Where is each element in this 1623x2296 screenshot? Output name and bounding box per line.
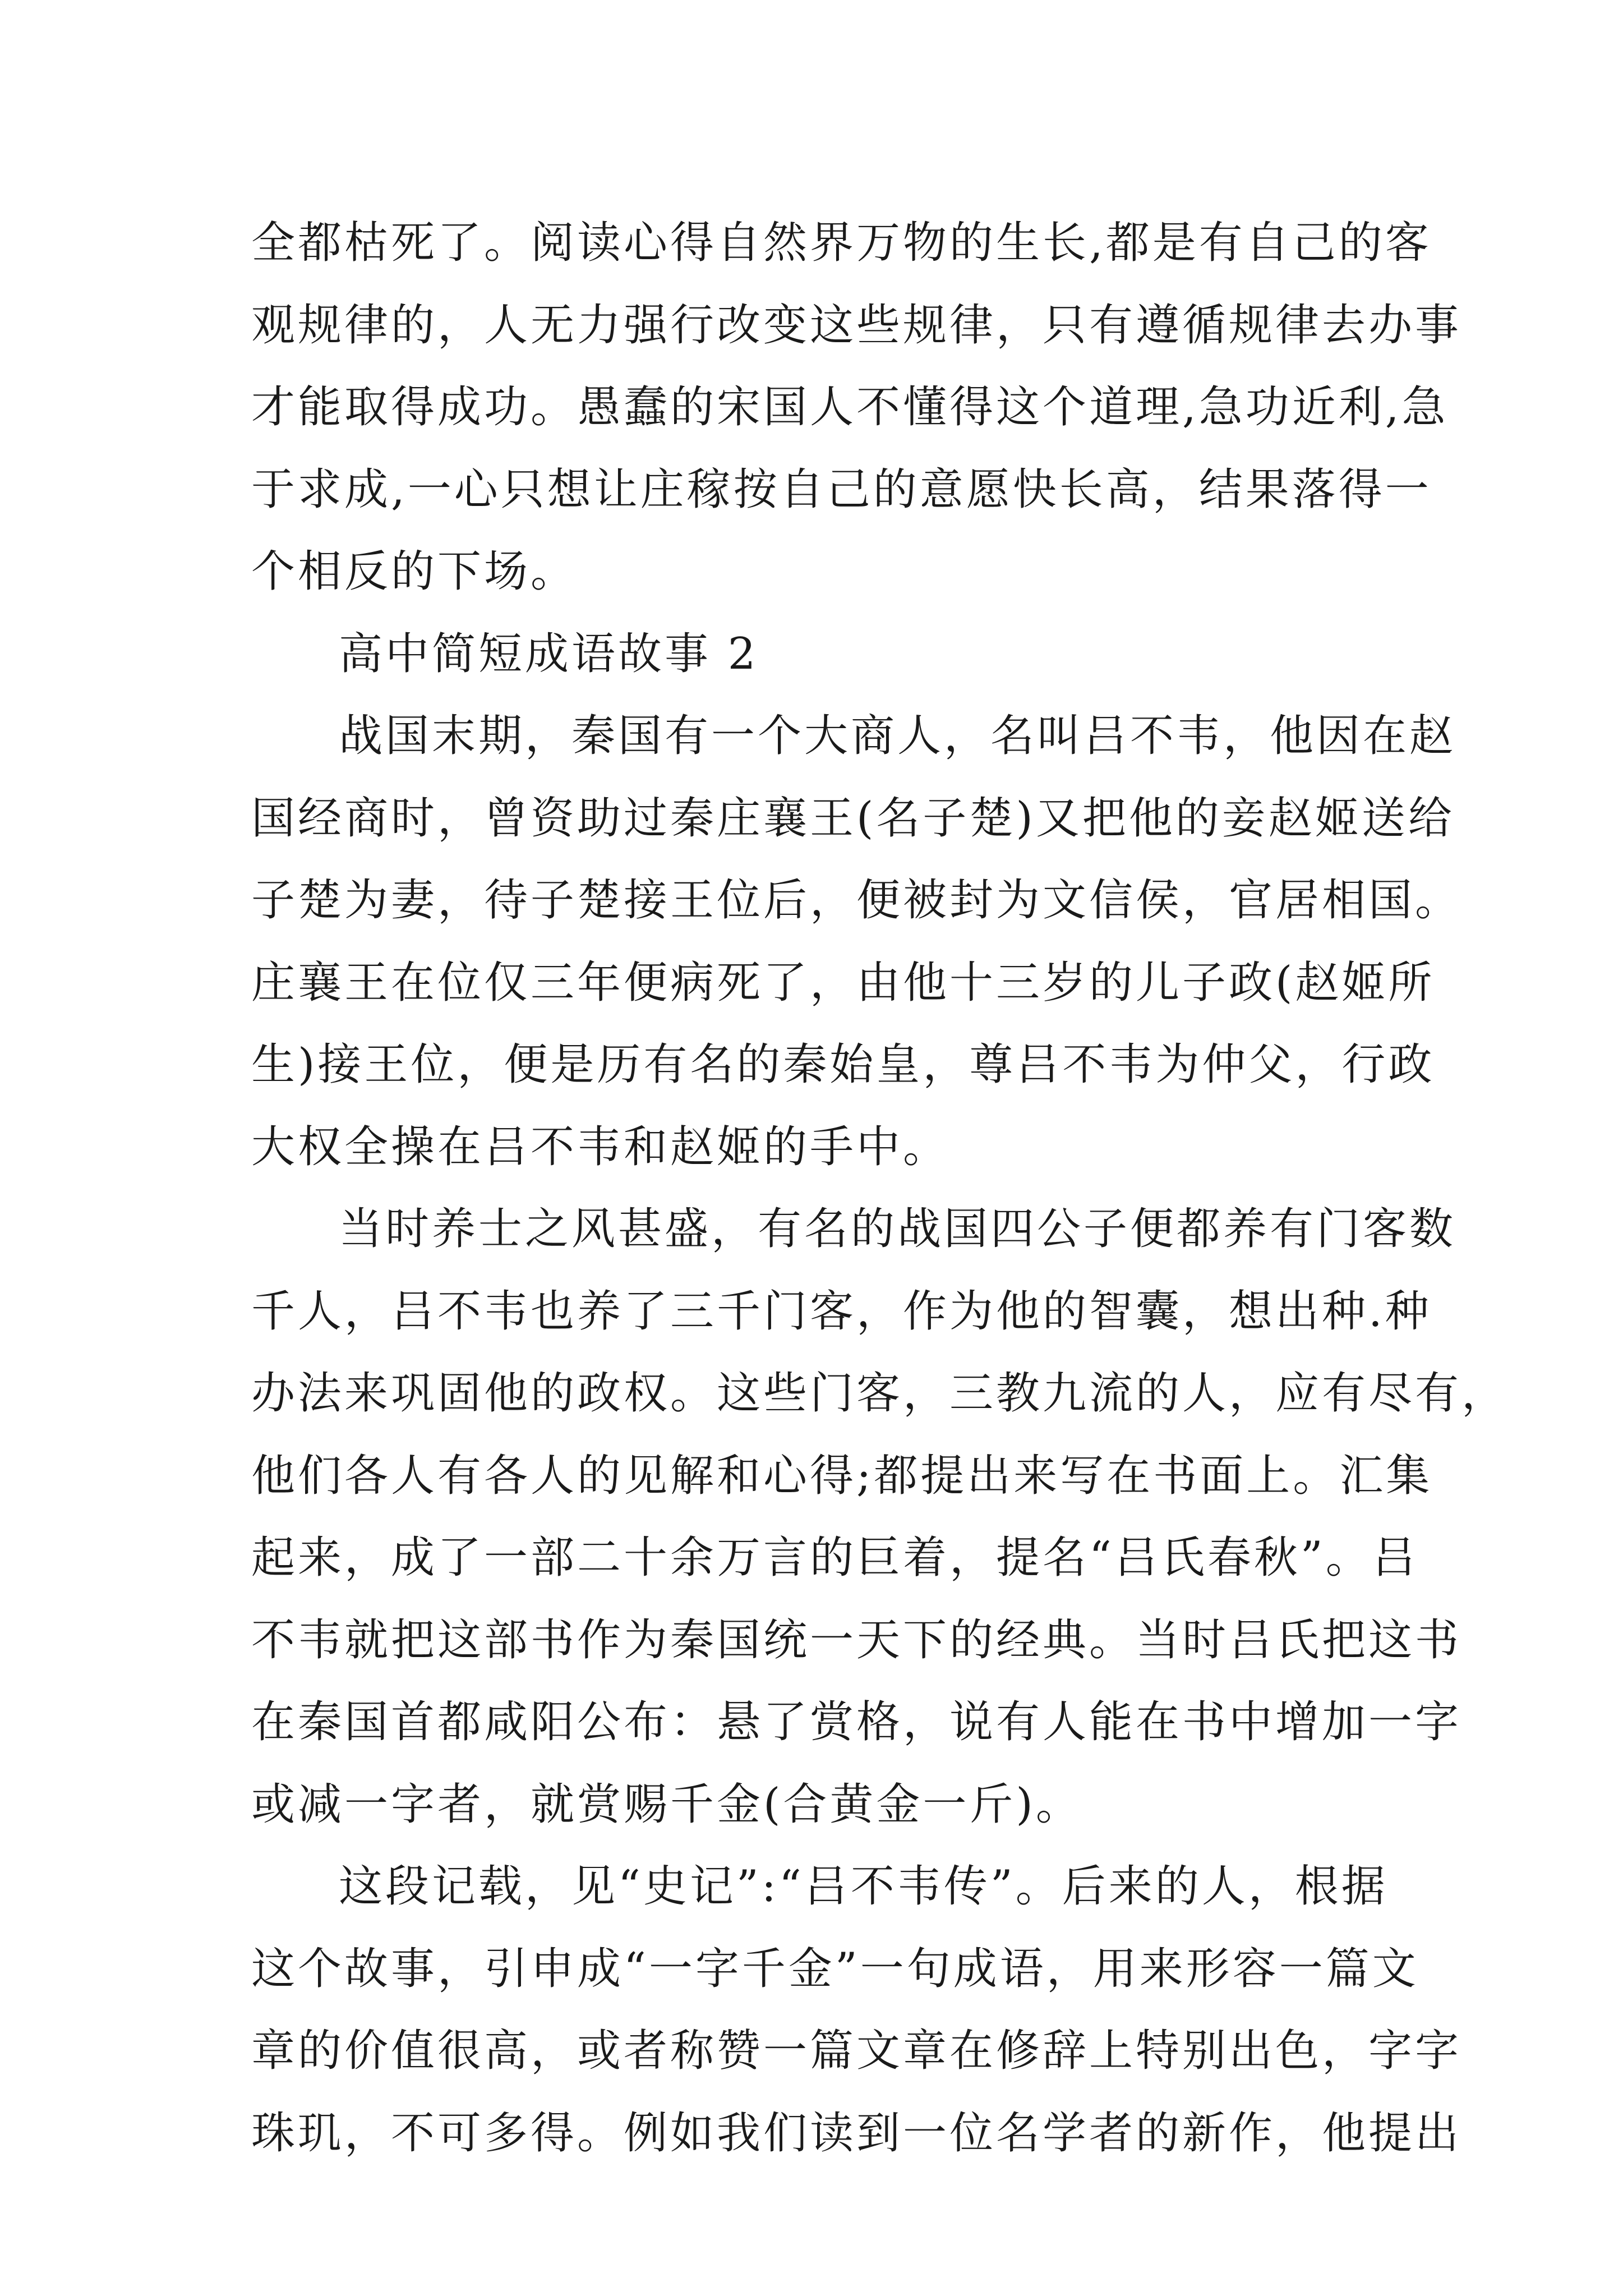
text-line: 才能取得成功。愚蠢的宋国人不懂得这个道理,急功近利,急	[251, 382, 1449, 432]
text-line: 个相反的下场。	[251, 546, 578, 597]
text-line: 大权全操在吕不韦和赵姬的手中。	[251, 1121, 950, 1172]
text-line: 战国末期，秦国有一个大商人，名叫吕不韦，他因在赵	[339, 711, 1456, 761]
text-line: 当时养士之风甚盛，有名的战国四公子便都养有门客数	[339, 1204, 1456, 1254]
text-line: 观规律的，人无力强行改变这些规律，只有遵循规律去办事	[251, 300, 1462, 351]
text-line: 不韦就把这部书作为秦国统一天下的经典。当时吕氏把这书	[251, 1614, 1462, 1665]
text-line: 国经商时，曾资助过秦庄襄王(名子楚)又把他的妾赵姬送给	[251, 793, 1455, 844]
text-line: 千人，吕不韦也养了三千门客，作为他的智囊，想出种.种	[251, 1286, 1432, 1337]
text-line: 章的价值很高，或者称赞一篇文章在修辞上特别出色，字字	[251, 2026, 1462, 2076]
text-line: 庄襄王在位仅三年便病死了，由他十三岁的儿子政(赵姬所	[251, 957, 1435, 1008]
text-line: 办法来巩固他的政权。这些门客，三教九流的人，应有尽有，	[251, 1368, 1509, 1419]
text-line: 他们各人有各人的见解和心得;都提出来写在书面上。汇集	[251, 1450, 1433, 1501]
section-heading: 高中简短成语故事 2	[339, 628, 759, 679]
text-line: 在秦国首都咸阳公布：悬了赏格，说有人能在书中增加一字	[251, 1697, 1462, 1747]
text-line: 或减一字者，就赏赐千金(合黄金一斤)。	[251, 1779, 1082, 1830]
text-line: 子楚为妻，待子楚接王位后，便被封为文信侯，官居相国。	[251, 875, 1462, 926]
document-body	[251, 202, 1509, 2174]
text-line: 生)接王位，便是历有名的秦始皇，尊吕不韦为仲父，行政	[251, 1039, 1435, 1090]
text-line: 珠玑，不可多得。例如我们读到一位名学者的新作，他提出	[251, 2108, 1462, 2159]
text-line: 全都枯死了。阅读心得自然界万物的生长,都是有自己的客	[251, 218, 1432, 268]
text-line: 这段记载，见“史记”:“吕不韦传”。后来的人，根据	[339, 1861, 1388, 1912]
text-line: 起来，成了一部二十余万言的巨着，提名“吕氏春秋”。吕	[251, 1533, 1419, 1583]
text-line: 于求成,一心只想让庄稼按自己的意愿快长高，结果落得一	[251, 464, 1432, 515]
text-line: 这个故事，引申成“一字千金”一句成语，用来形容一篇文	[251, 1943, 1419, 1994]
